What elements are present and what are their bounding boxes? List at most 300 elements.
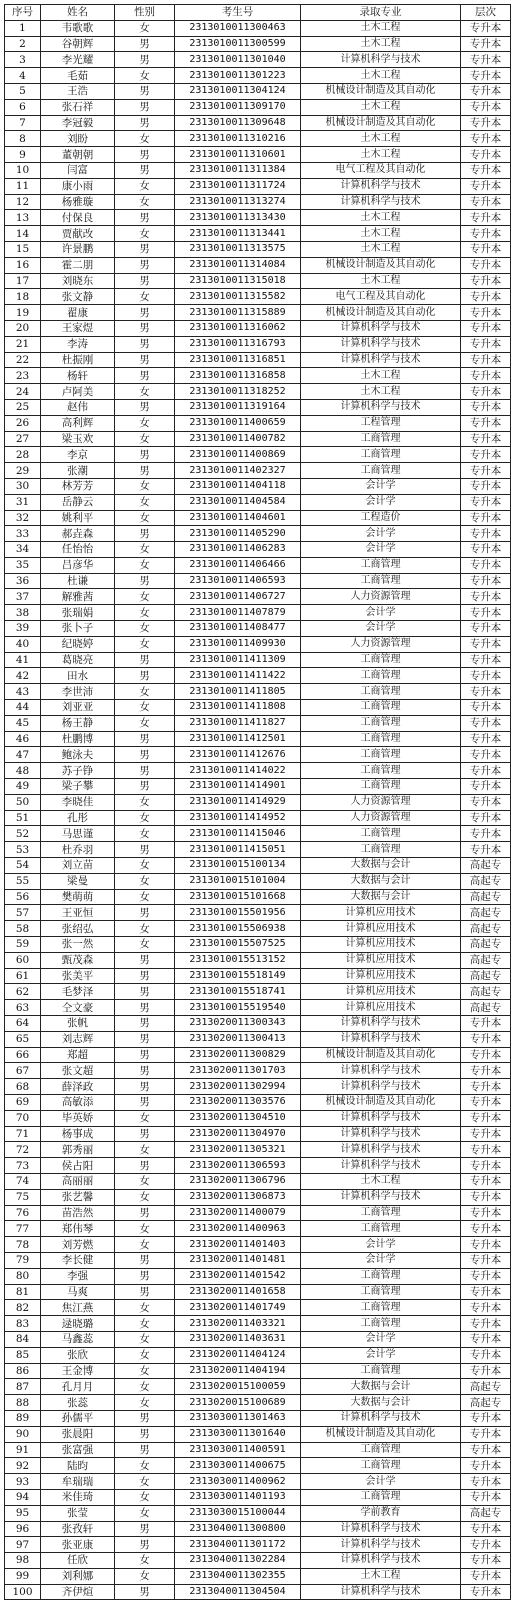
table-row: [5, 83, 511, 99]
table-row: [5, 1410, 511, 1426]
table-row: [5, 226, 511, 242]
cell-name: 王亚恒: [41, 905, 115, 921]
cell-major: 计算机科学与技术: [301, 1553, 461, 1569]
cell-gender: 女: [115, 542, 175, 558]
cell-gender: 女: [115, 1458, 175, 1474]
cell-name: 逯晓璐: [41, 1316, 115, 1332]
cell-seq: 79: [5, 1252, 41, 1268]
cell-major: 会计学: [301, 1252, 461, 1268]
table-row: [5, 305, 511, 321]
cell-name: 王家煜: [41, 320, 115, 336]
cell-name: 郝垚森: [41, 526, 115, 542]
cell-major: 电气工程及其自动化: [301, 162, 461, 178]
cell-level: 专升本: [461, 147, 511, 163]
cell-level: 专升本: [461, 1268, 511, 1284]
cell-exam-number: 2313010011414901: [175, 779, 301, 795]
cell-gender: 男: [115, 463, 175, 479]
table-row: [5, 52, 511, 68]
table-row: [5, 1521, 511, 1537]
cell-seq: 18: [5, 289, 41, 305]
cell-major: 会计学: [301, 1331, 461, 1347]
cell-name: 田水: [41, 668, 115, 684]
cell-major: 计算机科学与技术: [301, 399, 461, 415]
cell-name: 高丽丽: [41, 1173, 115, 1189]
cell-exam-number: 2313010011316851: [175, 352, 301, 368]
cell-gender: 男: [115, 336, 175, 352]
table-row: [5, 1237, 511, 1253]
cell-major: 会计学: [301, 478, 461, 494]
cell-major: 计算机科学与技术: [301, 1079, 461, 1095]
cell-gender: 男: [115, 99, 175, 115]
cell-exam-number: 2313010011415051: [175, 842, 301, 858]
cell-major: 工商管理: [301, 447, 461, 463]
cell-level: 专升本: [461, 1047, 511, 1063]
cell-major: 土木工程: [301, 20, 461, 36]
cell-major: 计算机科学与技术: [301, 1031, 461, 1047]
cell-major: 人力资源管理: [301, 636, 461, 652]
cell-seq: 9: [5, 147, 41, 163]
table-row: [5, 1300, 511, 1316]
cell-level: 专升本: [461, 779, 511, 795]
cell-gender: 男: [115, 1016, 175, 1032]
cell-major: 计算机科学与技术: [301, 178, 461, 194]
table-row: [5, 1347, 511, 1363]
cell-gender: 男: [115, 305, 175, 321]
table-row: [5, 384, 511, 400]
cell-major: 计算机科学与技术: [301, 1521, 461, 1537]
cell-major: 土木工程: [301, 368, 461, 384]
cell-level: 专升本: [461, 1110, 511, 1126]
table-row: [5, 1205, 511, 1221]
cell-level: 高起专: [461, 937, 511, 953]
cell-major: 机械设计制造及其自动化: [301, 83, 461, 99]
cell-name: 翟康: [41, 305, 115, 321]
cell-major: 土木工程: [301, 99, 461, 115]
cell-seq: 94: [5, 1489, 41, 1505]
cell-major: 会计学: [301, 605, 461, 621]
table-row: [5, 842, 511, 858]
cell-gender: 女: [115, 510, 175, 526]
cell-gender: 男: [115, 83, 175, 99]
cell-seq: 47: [5, 747, 41, 763]
cell-major: 工商管理: [301, 573, 461, 589]
cell-seq: 97: [5, 1537, 41, 1553]
cell-major: 工商管理: [301, 431, 461, 447]
table-row: [5, 684, 511, 700]
table-row: [5, 779, 511, 795]
cell-name: 李光耀: [41, 52, 115, 68]
cell-gender: 男: [115, 447, 175, 463]
cell-exam-number: 2313010011313274: [175, 194, 301, 210]
cell-name: 刘亚亚: [41, 700, 115, 716]
cell-exam-number: 2313020015100689: [175, 1395, 301, 1411]
cell-name: 韦歌歌: [41, 20, 115, 36]
cell-major: 土木工程: [301, 226, 461, 242]
cell-seq: 87: [5, 1379, 41, 1395]
cell-seq: 56: [5, 889, 41, 905]
cell-exam-number: 2313010011411805: [175, 684, 301, 700]
cell-level: 专升本: [461, 1063, 511, 1079]
cell-major: 工商管理: [301, 779, 461, 795]
cell-name: 马爽: [41, 1284, 115, 1300]
cell-seq: 32: [5, 510, 41, 526]
cell-seq: 53: [5, 842, 41, 858]
cell-gender: 女: [115, 1142, 175, 1158]
cell-name: 张亚康: [41, 1537, 115, 1553]
cell-seq: 38: [5, 605, 41, 621]
cell-major: 机械设计制造及其自动化: [301, 1094, 461, 1110]
cell-level: 专升本: [461, 636, 511, 652]
cell-major: 计算机科学与技术: [301, 1410, 461, 1426]
cell-level: 专升本: [461, 557, 511, 573]
cell-level: 专升本: [461, 415, 511, 431]
cell-seq: 2: [5, 36, 41, 52]
table-header: [5, 5, 511, 21]
cell-exam-number: 2313010011313575: [175, 241, 301, 257]
cell-name: 董朝朝: [41, 147, 115, 163]
cell-name: 张富强: [41, 1442, 115, 1458]
cell-gender: 男: [115, 368, 175, 384]
cell-name: 杨轩: [41, 368, 115, 384]
cell-seq: 24: [5, 384, 41, 400]
cell-name: 郑伟琴: [41, 1221, 115, 1237]
cell-major: 大数据与会计: [301, 873, 461, 889]
cell-gender: 女: [115, 557, 175, 573]
cell-major: 计算机应用技术: [301, 905, 461, 921]
cell-level: 专升本: [461, 447, 511, 463]
cell-seq: 76: [5, 1205, 41, 1221]
cell-exam-number: 2313010011411422: [175, 668, 301, 684]
cell-gender: 男: [115, 1442, 175, 1458]
cell-seq: 61: [5, 968, 41, 984]
cell-name: 孙儒平: [41, 1410, 115, 1426]
table-row: [5, 194, 511, 210]
cell-level: 高起专: [461, 873, 511, 889]
cell-gender: 女: [115, 431, 175, 447]
header-seq: 序号: [5, 5, 41, 21]
cell-gender: 女: [115, 715, 175, 731]
table-row: [5, 542, 511, 558]
table-row: [5, 1584, 511, 1600]
cell-name: 郭秀丽: [41, 1142, 115, 1158]
cell-name: 张绍弘: [41, 921, 115, 937]
cell-gender: 男: [115, 968, 175, 984]
cell-gender: 男: [115, 1094, 175, 1110]
cell-major: 工商管理: [301, 1489, 461, 1505]
cell-gender: 男: [115, 731, 175, 747]
cell-name: 杜振刚: [41, 352, 115, 368]
table-row: [5, 1379, 511, 1395]
table-row: [5, 1489, 511, 1505]
cell-level: 专升本: [461, 494, 511, 510]
cell-level: 专升本: [461, 668, 511, 684]
cell-name: 张石祥: [41, 99, 115, 115]
cell-major: 工商管理: [301, 731, 461, 747]
cell-exam-number: 2313010011414022: [175, 763, 301, 779]
cell-level: 专升本: [461, 336, 511, 352]
cell-name: 杜鹏博: [41, 731, 115, 747]
cell-level: 专升本: [461, 257, 511, 273]
cell-exam-number: 2313010011316858: [175, 368, 301, 384]
header-gender: 性别: [115, 5, 175, 21]
cell-level: 专升本: [461, 115, 511, 131]
cell-major: 大数据与会计: [301, 1395, 461, 1411]
cell-name: 薛泽政: [41, 1079, 115, 1095]
cell-exam-number: 2313010011315018: [175, 273, 301, 289]
cell-seq: 21: [5, 336, 41, 352]
cell-seq: 91: [5, 1442, 41, 1458]
cell-name: 岳静云: [41, 494, 115, 510]
cell-gender: 女: [115, 1173, 175, 1189]
cell-level: 专升本: [461, 478, 511, 494]
cell-exam-number: 2313010011313441: [175, 226, 301, 242]
cell-seq: 65: [5, 1031, 41, 1047]
cell-seq: 15: [5, 241, 41, 257]
cell-exam-number: 2313040011301172: [175, 1537, 301, 1553]
cell-major: 机械设计制造及其自动化: [301, 115, 461, 131]
table-row: [5, 1000, 511, 1016]
cell-major: 计算机应用技术: [301, 984, 461, 1000]
table-row: [5, 241, 511, 257]
table-row: [5, 1316, 511, 1332]
cell-name: 李世沛: [41, 684, 115, 700]
cell-major: 计算机科学与技术: [301, 1126, 461, 1142]
cell-exam-number: 2313010011311724: [175, 178, 301, 194]
cell-name: 贾献改: [41, 226, 115, 242]
cell-major: 机械设计制造及其自动化: [301, 305, 461, 321]
cell-seq: 10: [5, 162, 41, 178]
table-row: [5, 352, 511, 368]
cell-gender: 女: [115, 226, 175, 242]
table-row: [5, 589, 511, 605]
table-row: [5, 494, 511, 510]
cell-seq: 73: [5, 1158, 41, 1174]
cell-major: 工商管理: [301, 684, 461, 700]
cell-name: 刘芳燃: [41, 1237, 115, 1253]
cell-level: 专升本: [461, 68, 511, 84]
cell-seq: 93: [5, 1474, 41, 1490]
cell-level: 专升本: [461, 542, 511, 558]
table-row: [5, 905, 511, 921]
cell-major: 工商管理: [301, 1442, 461, 1458]
cell-exam-number: 2313010011405290: [175, 526, 301, 542]
cell-gender: 女: [115, 937, 175, 953]
cell-gender: 男: [115, 1063, 175, 1079]
cell-name: 马思谨: [41, 826, 115, 842]
table-row: [5, 162, 511, 178]
cell-seq: 45: [5, 715, 41, 731]
cell-major: 土木工程: [301, 210, 461, 226]
table-row: [5, 1568, 511, 1584]
cell-gender: 男: [115, 399, 175, 415]
cell-gender: 男: [115, 1426, 175, 1442]
cell-name: 张潮: [41, 463, 115, 479]
cell-seq: 49: [5, 779, 41, 795]
cell-seq: 30: [5, 478, 41, 494]
cell-level: 专升本: [461, 731, 511, 747]
cell-level: 专升本: [461, 1094, 511, 1110]
cell-exam-number: 2313010011318252: [175, 384, 301, 400]
cell-major: 土木工程: [301, 147, 461, 163]
document-page: [4, 4, 510, 1599]
cell-exam-number: 2313020011300829: [175, 1047, 301, 1063]
cell-seq: 4: [5, 68, 41, 84]
cell-name: 张文超: [41, 1063, 115, 1079]
cell-exam-number: 2313010011406466: [175, 557, 301, 573]
cell-level: 专升本: [461, 1031, 511, 1047]
cell-major: 计算机应用技术: [301, 968, 461, 984]
cell-name: 齐伊煊: [41, 1584, 115, 1600]
cell-major: 计算机科学与技术: [301, 194, 461, 210]
table-row: [5, 20, 511, 36]
cell-seq: 70: [5, 1110, 41, 1126]
cell-exam-number: 2313010015518741: [175, 984, 301, 1000]
cell-exam-number: 2313040011304504: [175, 1584, 301, 1600]
table-row: [5, 937, 511, 953]
cell-name: 张晨阳: [41, 1426, 115, 1442]
cell-gender: 男: [115, 747, 175, 763]
cell-seq: 12: [5, 194, 41, 210]
cell-exam-number: 2313020011300343: [175, 1016, 301, 1032]
cell-gender: 男: [115, 1537, 175, 1553]
table-row: [5, 794, 511, 810]
cell-gender: 男: [115, 52, 175, 68]
cell-gender: 女: [115, 700, 175, 716]
cell-gender: 女: [115, 1300, 175, 1316]
cell-exam-number: 2313010011414929: [175, 794, 301, 810]
cell-seq: 29: [5, 463, 41, 479]
cell-gender: 女: [115, 178, 175, 194]
cell-major: 机械设计制造及其自动化: [301, 1426, 461, 1442]
cell-gender: 女: [115, 289, 175, 305]
table-row: [5, 652, 511, 668]
cell-exam-number: 2313030011400962: [175, 1474, 301, 1490]
header-major: 录取专业: [301, 5, 461, 21]
table-row: [5, 621, 511, 637]
cell-major: 土木工程: [301, 241, 461, 257]
cell-name: 梁子攀: [41, 779, 115, 795]
table-row: [5, 289, 511, 305]
cell-gender: 男: [115, 147, 175, 163]
cell-gender: 女: [115, 636, 175, 652]
cell-gender: 男: [115, 115, 175, 131]
cell-gender: 女: [115, 1237, 175, 1253]
cell-level: 专升本: [461, 1079, 511, 1095]
cell-level: 专升本: [461, 842, 511, 858]
cell-major: 工商管理: [301, 1221, 461, 1237]
cell-major: 工商管理: [301, 826, 461, 842]
table-row: [5, 636, 511, 652]
cell-gender: 男: [115, 842, 175, 858]
header-name: 姓名: [41, 5, 115, 21]
table-row: [5, 1079, 511, 1095]
cell-major: 计算机科学与技术: [301, 1142, 461, 1158]
table-row: [5, 99, 511, 115]
cell-gender: 女: [115, 1110, 175, 1126]
cell-gender: 男: [115, 1079, 175, 1095]
cell-seq: 14: [5, 226, 41, 242]
cell-gender: 女: [115, 1395, 175, 1411]
cell-level: 专升本: [461, 305, 511, 321]
cell-level: 专升本: [461, 1221, 511, 1237]
cell-seq: 98: [5, 1553, 41, 1569]
cell-gender: 女: [115, 605, 175, 621]
table-row: [5, 1426, 511, 1442]
table-row: [5, 1474, 511, 1490]
cell-name: 李冠毅: [41, 115, 115, 131]
cell-level: 专升本: [461, 715, 511, 731]
cell-level: 专升本: [461, 1521, 511, 1537]
cell-gender: 女: [115, 384, 175, 400]
cell-major: 工商管理: [301, 1316, 461, 1332]
cell-gender: 女: [115, 1474, 175, 1490]
cell-major: 会计学: [301, 494, 461, 510]
cell-name: 马鑫蕊: [41, 1331, 115, 1347]
cell-gender: 女: [115, 194, 175, 210]
cell-seq: 43: [5, 684, 41, 700]
cell-name: 甄茂森: [41, 952, 115, 968]
cell-level: 高起专: [461, 1505, 511, 1521]
table-row: [5, 1173, 511, 1189]
cell-exam-number: 2313020011401403: [175, 1237, 301, 1253]
cell-level: 专升本: [461, 162, 511, 178]
table-row: [5, 968, 511, 984]
cell-level: 高起专: [461, 1379, 511, 1395]
cell-name: 付保良: [41, 210, 115, 226]
cell-exam-number: 2313010011408477: [175, 621, 301, 637]
cell-major: 土木工程: [301, 36, 461, 52]
cell-level: 专升本: [461, 510, 511, 526]
cell-gender: 男: [115, 241, 175, 257]
cell-name: 赵伟: [41, 399, 115, 415]
cell-level: 专升本: [461, 1584, 511, 1600]
cell-major: 工商管理: [301, 763, 461, 779]
cell-exam-number: 2313020011403631: [175, 1331, 301, 1347]
cell-name: 谷朝辉: [41, 36, 115, 52]
cell-name: 刘盼: [41, 131, 115, 147]
cell-level: 专升本: [461, 1489, 511, 1505]
cell-exam-number: 2313020011301703: [175, 1063, 301, 1079]
cell-level: 专升本: [461, 1173, 511, 1189]
cell-name: 解雅茜: [41, 589, 115, 605]
table-row: [5, 889, 511, 905]
cell-gender: 男: [115, 1521, 175, 1537]
cell-seq: 52: [5, 826, 41, 842]
cell-exam-number: 2313020011303576: [175, 1094, 301, 1110]
cell-gender: 男: [115, 984, 175, 1000]
cell-gender: 男: [115, 210, 175, 226]
table-row: [5, 478, 511, 494]
cell-major: 学前教育: [301, 1505, 461, 1521]
cell-level: 专升本: [461, 1142, 511, 1158]
cell-gender: 男: [115, 1584, 175, 1600]
cell-level: 专升本: [461, 1426, 511, 1442]
cell-level: 专升本: [461, 1205, 511, 1221]
cell-name: 杜乔羽: [41, 842, 115, 858]
table-row: [5, 873, 511, 889]
cell-seq: 78: [5, 1237, 41, 1253]
cell-name: 张欣: [41, 1347, 115, 1363]
cell-seq: 99: [5, 1568, 41, 1584]
cell-gender: 女: [115, 415, 175, 431]
cell-gender: 女: [115, 131, 175, 147]
cell-seq: 7: [5, 115, 41, 131]
cell-level: 专升本: [461, 131, 511, 147]
table-row: [5, 336, 511, 352]
cell-major: 工商管理: [301, 463, 461, 479]
cell-level: 专升本: [461, 194, 511, 210]
cell-major: 计算机科学与技术: [301, 352, 461, 368]
